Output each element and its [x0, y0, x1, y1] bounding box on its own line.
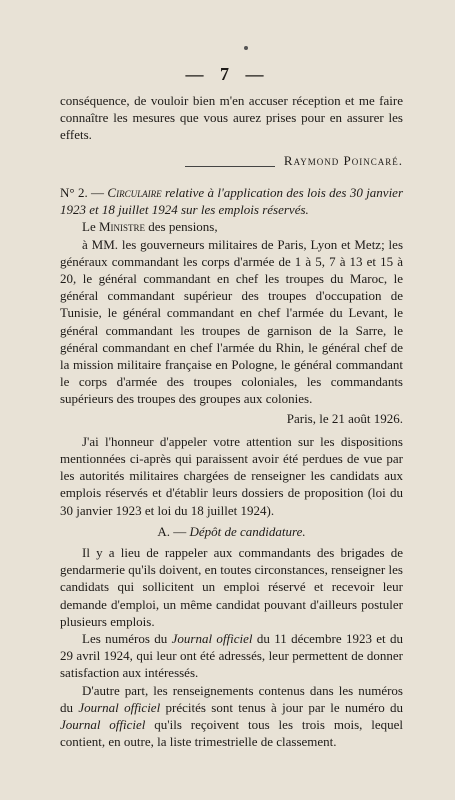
- issuer-name: Ministre: [98, 219, 146, 235]
- circular-title: relative à l'application des lois des 30 janvier 1923 et 18 juillet 1924 sur les emplois réservés.: [60, 185, 404, 218]
- journal-officiel-ref: Journal officiel: [171, 631, 253, 647]
- signature: Raymond Poincaré.: [283, 152, 403, 168]
- circular-label: Circulaire: [107, 185, 162, 200]
- circular-block: [60, 184, 403, 751]
- paragraph-4-post: qu'ils reçoivent tous les trois mois, lequel contient, en outre, la liste trimestrielle de classement.: [60, 717, 404, 750]
- intro-paragraph: conséquence, de vouloir bien m'en accuser réception et me faire connaître les mesures que vous aurez prises pour en assurer les effets.: [60, 93, 403, 143]
- paragraph-3-pre: Les numéros du: [82, 631, 168, 647]
- paragraph-3-post: du 11 décembre 1923 et du 29 avril 1924, qui leur ont été adressés, leur permettent de donner satisfaction aux intéressés.: [60, 631, 404, 681]
- addressees-paragraph: à MM. les gouverneurs militaires de Paris, Lyon et Metz; les généraux commandant les corps d'armée de 1 à 5, 7 à 13 et 15 à 20, le général commandant en chef les troupes du Maroc, le général commandant supérieur des troupes d'occupation de Tunisie, le général commandant en chef l'armée du Levant, le général commandant les troupes de garnison de la Sarre, le général commandant en chef l'armée du Rhin, le général chef de la mission militaire française en Pologne, le général commandant le corps d'armée des troupes coloniales, les commandants supérieurs des troupes des groupes aux colonies.: [60, 236, 403, 407]
- paragraph-4: [60, 682, 403, 751]
- issuer-prefix: Le: [82, 219, 96, 235]
- section-a-title: Dépôt de candidature.: [189, 523, 306, 539]
- issuer-rest: des pensions,: [148, 219, 218, 235]
- circular-date: Paris, le 21 août 1926.: [286, 410, 403, 426]
- issuer-line: [60, 218, 403, 235]
- circular-heading: N° 2. — Circulaire relative à l'application des lois des 30 janvier 1923 et 18 juillet 1924 sur les emplois réservés.: [60, 185, 404, 218]
- intro-block: [60, 92, 403, 169]
- journal-officiel-ref: Journal officiel: [60, 717, 146, 733]
- paragraph-3: [60, 630, 403, 682]
- section-a-heading: [60, 523, 403, 540]
- paragraph-1: J'ai l'honneur d'appeler votre attention sur les dispositions mentionnées ci-après qui paraissent avoir été perdues de vue par les autorités militaires chargées de renseigner les candidats aux emplois réservés et d'établir leurs dossiers de proposition (loi du 30 janvier 1923 et loi du 18 juillet 1924).: [60, 433, 403, 518]
- separator-rule: [185, 166, 275, 167]
- paragraph-4-pre: D'autre part, les renseignements contenus dans les numéros du: [60, 682, 403, 715]
- journal-officiel-ref: Journal officiel: [78, 699, 161, 715]
- paragraph-4-mid: précités sont tenus à jour par le numéro du: [165, 699, 404, 715]
- ink-speck: [244, 46, 248, 50]
- circular-number: N° 2.: [60, 185, 88, 200]
- paragraph-2: Il y a lieu de rappeler aux commandants des brigades de gendarmerie qu'ils doivent, en toutes circonstances, renseigner les candidats qui sollicitent un emploi réservé et recevoir leur demande d'emploi, un même candidat pouvant d'ailleurs postuler plusieurs emplois.: [60, 545, 403, 629]
- page-number: — 7 —: [185, 64, 270, 84]
- section-a-label: A. —: [157, 523, 187, 539]
